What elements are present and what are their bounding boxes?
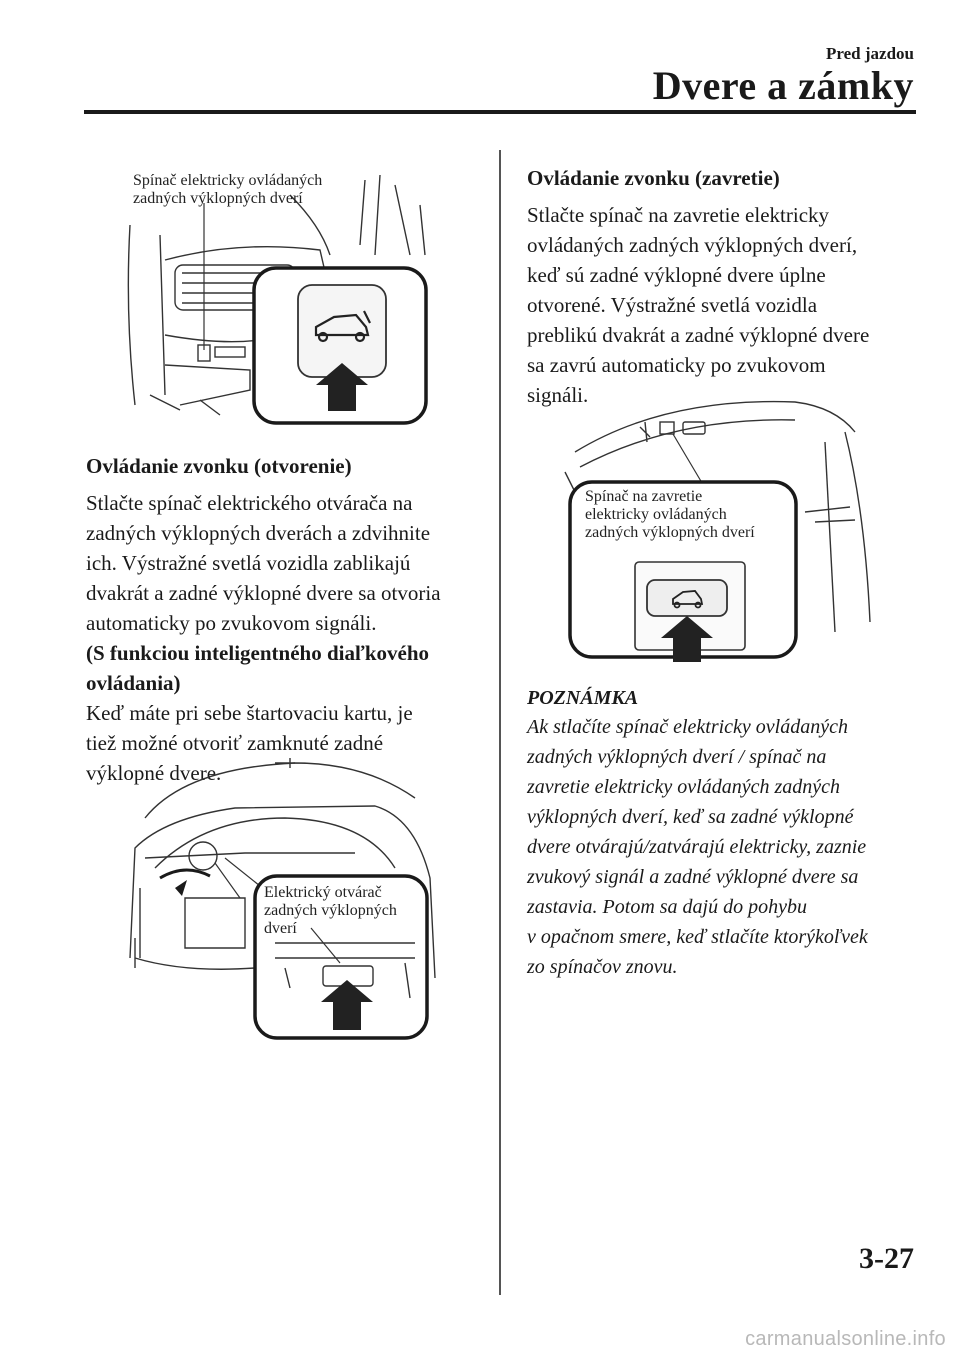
section-label: Pred jazdou xyxy=(826,44,914,63)
header-rule xyxy=(84,110,916,114)
text-line: signáli. xyxy=(527,383,589,407)
callout-line: dverí xyxy=(264,920,297,937)
subheading-line: ovládania) xyxy=(86,671,181,695)
subheading-line: (S funkciou inteligentného diaľkového xyxy=(86,641,429,665)
text-line: automaticky po zvukovom signáli. xyxy=(86,611,377,635)
text-line: preblikú dvakrát a zadné výklopné dvere xyxy=(527,323,870,347)
callout-line: elektricky ovládaných xyxy=(585,506,727,523)
text-line: keď sú zadné výklopné dvere úplne xyxy=(527,263,826,287)
text-line: ich. Výstražné svetlá vozidla zablikajú xyxy=(86,551,411,575)
column-divider xyxy=(499,150,501,1295)
text-line: ovládaných zadných výklopných dverí, xyxy=(527,233,858,257)
callout-line: Spínač na zavretie xyxy=(585,488,703,505)
heading-open-outside: Ovládanie zvonku (otvorenie) xyxy=(86,454,352,478)
watermark: carmanualsonline.info xyxy=(745,1328,946,1350)
text-line: otvorené. Výstražné svetlá vozidla xyxy=(527,293,818,317)
paragraph-close xyxy=(527,200,927,410)
note-line: zastavia. Potom sa dajú do pohybu xyxy=(527,896,807,918)
note-line: Ak stlačíte spínač elektricky ovládaných xyxy=(527,716,848,738)
text-line: zadných výklopných dverách a zdvihnite xyxy=(86,521,431,545)
text-line: Stlačte spínač na zavretie elektricky xyxy=(527,203,830,227)
note-line: v opačnom smere, keď stlačíte ktorýkoľvek xyxy=(527,926,868,948)
note-line: zo spínačov znovu. xyxy=(527,956,678,978)
note-title: POZNÁMKA xyxy=(527,687,639,709)
note-line: zadných výklopných dverí / spínač na xyxy=(527,746,827,768)
callout-line: zadných výklopných dverí xyxy=(133,190,303,207)
callout-line: zadných výklopných xyxy=(264,902,397,919)
callout-line: Elektrický otvárač xyxy=(264,884,382,901)
chapter-title: Dvere a zámky xyxy=(652,63,914,108)
text-line: sa zavrú automaticky po zvukovom xyxy=(527,353,826,377)
page-number: 3-27 xyxy=(859,1242,914,1275)
note-line: dvere otvárajú/zatvárajú elektricky, zaznie xyxy=(527,836,867,858)
note-line: výklopných dverí, keď sa zadné výklopné xyxy=(527,806,854,828)
callout-line: zadných výklopných dverí xyxy=(585,524,755,541)
text-line: výklopné dvere. xyxy=(86,761,222,785)
fig3-callout xyxy=(585,488,755,542)
callout-line: Spínač elektricky ovládaných xyxy=(133,172,323,189)
text-line: tiež možné otvoriť zamknuté zadné xyxy=(86,731,384,755)
note-line: zavretie elektricky ovládaných zadných xyxy=(527,776,841,798)
fig2-callout xyxy=(264,884,397,938)
note-body xyxy=(527,712,927,982)
text-line: dvakrát a zadné výklopné dvere sa otvoria xyxy=(86,581,441,605)
paragraph-open xyxy=(86,488,486,788)
note-line: zvukový signál a zadné výklopné dvere sa xyxy=(527,866,859,888)
text-line: Keď máte pri sebe štartovaciu kartu, je xyxy=(86,701,413,725)
fig1-callout xyxy=(133,172,322,208)
heading-close-outside: Ovládanie zvonku (zavretie) xyxy=(527,166,780,190)
text-line: Stlačte spínač elektrického otvárača na xyxy=(86,491,413,515)
